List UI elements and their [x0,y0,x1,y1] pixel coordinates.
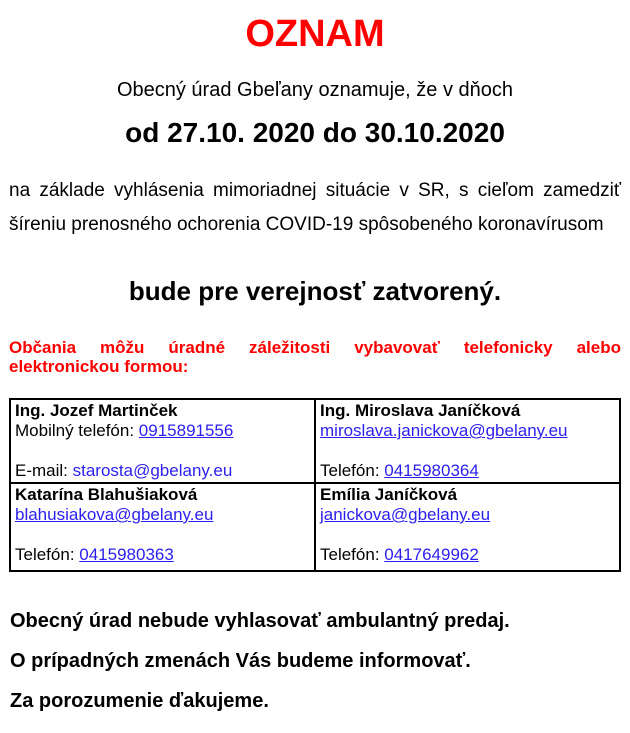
closed-statement: bude pre verejnosť zatvorený. [128,276,502,306]
contact-phone-line [15,421,310,441]
contact-notice [9,338,621,376]
contact-cell-mayor [10,399,315,483]
contact-email-line [320,421,615,441]
intro-line-2: šíreniu prenosného ochorenia COVID-19 spôsobeného koronavírusom [9,214,604,235]
contact-name: Ing. Miroslava Janíčková [320,401,521,420]
phone-label: Telefón: [320,545,385,564]
contact-email-line [15,461,310,481]
email-link[interactable]: blahusiakova@gbelany.eu [15,505,214,524]
contacts-table [9,398,621,572]
page-title: OZNAM [245,13,385,55]
email-link[interactable]: starosta@gbelany.eu [72,461,233,480]
contact-name: Katarína Blahušiaková [15,485,198,504]
phone-link[interactable]: 0915891556 [138,421,234,440]
contact-notice-line-1: Občania môžu úradné záležitosti vybavovať telefonicky alebo [9,338,621,357]
contact-email-line [320,505,615,525]
notice-document [0,14,630,712]
contact-cell-janickova-e [315,483,620,571]
date-range: od 27.10. 2020 do 30.10.2020 [125,117,505,148]
phone-link[interactable]: 0417649962 [384,545,479,564]
blank-line [320,525,615,545]
contact-cell-janickova-m [315,399,620,483]
email-label: E-mail: [15,461,73,480]
footer-line-updates: O prípadných zmenách Vás budeme informovať. [10,650,471,672]
contact-notice-line-2: elektronickou formou: [9,357,189,376]
footer-line-thanks: Za porozumenie ďakujeme. [10,690,269,712]
contact-cell-blahusiakova [10,483,315,571]
blank-line [15,441,310,461]
footer-line-no-sales: Obecný úrad nebude vyhlasovať ambulantný predaj. [10,610,510,632]
contact-phone-line [320,545,615,565]
phone-link[interactable]: 0415980363 [79,545,174,564]
email-link[interactable]: janickova@gbelany.eu [320,505,491,524]
phone-link[interactable]: 0415980364 [384,461,479,480]
intro-line-1: na základe vyhlásenia mimoriadnej situácie v SR, s cieľom zamedziť [9,180,621,201]
contact-name: Ing. Jozef Martinček [15,401,178,420]
contact-name: Emília Janíčková [320,485,458,504]
intro-paragraph [9,174,621,242]
phone-label: Telefón: [320,461,385,480]
blank-line [15,525,310,545]
contact-phone-line [320,461,615,481]
phone-label: Mobilný telefón: [15,421,139,440]
contact-phone-line [15,545,310,565]
subtitle: Obecný úrad Gbeľany oznamuje, že v dňoch [116,79,514,101]
contact-email-line [15,505,310,525]
email-link[interactable]: miroslava.janickova@gbelany.eu [320,421,568,440]
blank-line [320,441,615,461]
phone-label: Telefón: [15,545,80,564]
